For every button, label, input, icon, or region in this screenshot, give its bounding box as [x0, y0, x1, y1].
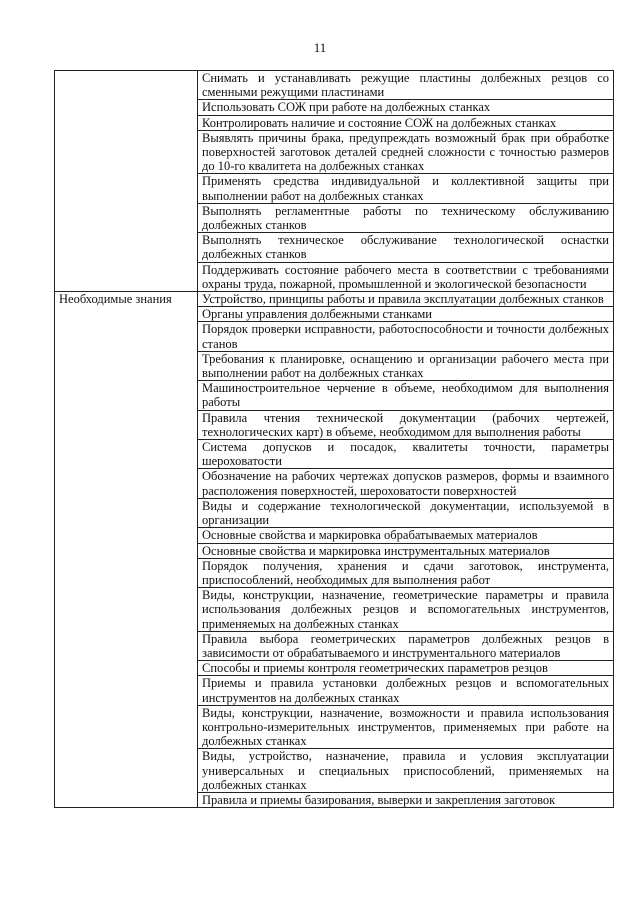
requirement-text: Контролировать наличие и состояние СОЖ на долбежных станках	[202, 115, 557, 130]
requirement-text: Виды, конструкции, назначение, геометрические параметры и правила использования долбежных резцов и вспомогательных инструментов, применяемых на долбежных станках	[202, 588, 609, 631]
knowledge-label-cell	[55, 292, 198, 808]
table-row	[55, 292, 614, 307]
requirement-cell	[198, 115, 614, 130]
requirement-cell	[198, 351, 614, 380]
requirement-text: Машиностроительное черчение в объеме, необходимом для выполнения работы	[202, 381, 609, 410]
requirement-cell	[198, 233, 614, 262]
requirement-cell	[198, 469, 614, 498]
requirement-text: Устройство, принципы работы и правила эксплуатации долбежных станков	[202, 292, 604, 307]
requirement-text: Правила и приемы базирования, выверки и закрепления заготовок	[202, 792, 556, 807]
requirement-text: Система допусков и посадок, квалитеты точности, параметры шероховатости	[202, 440, 609, 469]
requirement-cell	[198, 100, 614, 115]
requirement-cell	[198, 543, 614, 558]
table-row	[55, 71, 614, 100]
requirement-cell	[198, 749, 614, 793]
requirement-text: Требования к планировке, оснащению и организации рабочего места при выполнении работ на долбежных станках	[202, 351, 609, 381]
requirement-cell	[198, 292, 614, 307]
requirement-text: Выявлять причины брака, предупреждать возможный брак при обработке поверхностей заготовок деталей средней сложности с точностью размеров до 10-го квалитета на долбежных станках	[202, 130, 609, 174]
requirement-text: Виды, устройство, назначение, правила и условия эксплуатации универсальных и специальных приспособлений, применяемых на долбежных станках	[202, 749, 609, 792]
requirement-text: Виды и содержание технологической документации, используемой в организации	[202, 498, 609, 528]
requirement-cell	[198, 203, 614, 232]
requirement-cell	[198, 588, 614, 632]
requirement-cell	[198, 440, 614, 469]
requirement-cell	[198, 71, 614, 100]
requirement-text: Правила выбора геометрических параметров долбежных резцов в зависимости от обрабатываемого и инструментального материалов	[202, 631, 609, 660]
requirement-text: Правила чтения технической документации (рабочих чертежей, технологических карт) в объеме, необходимом для выполнения работы	[202, 410, 609, 439]
requirement-cell	[198, 322, 614, 351]
requirement-cell	[198, 705, 614, 749]
requirement-text: Виды, конструкции, назначение, возможности и правила использования контрольно-измерительных инструментов, применяемых при работе на долбежных станках	[202, 705, 609, 749]
requirement-text: Выполнять регламентные работы по техническому обслуживанию долбежных станков	[202, 203, 609, 233]
requirement-cell	[198, 262, 614, 291]
requirement-text: Использовать СОЖ при работе на долбежных станках	[202, 100, 491, 115]
requirement-cell	[198, 661, 614, 676]
requirement-cell	[198, 528, 614, 543]
requirement-text: Основные свойства и маркировка инструментальных материалов	[202, 543, 550, 558]
page-number: 11	[313, 40, 327, 55]
requirement-cell	[198, 498, 614, 527]
requirement-text: Поддерживать состояние рабочего места в соответствии с требованиями охраны труда, пожарной, промышленной и экологической безопасности	[202, 262, 609, 291]
requirements-table-body	[55, 71, 614, 808]
requirement-cell	[198, 410, 614, 439]
requirement-cell	[198, 307, 614, 322]
requirement-cell	[198, 174, 614, 203]
requirement-text: Применять средства индивидуальной и коллективной защиты при выполнении работ на долбежных станках	[202, 174, 609, 203]
requirement-text: Порядок получения, хранения и сдачи заготовок, инструмента, приспособлений, необходимых для выполнения работ	[202, 558, 609, 587]
requirement-text: Органы управления долбежными станками	[202, 307, 432, 322]
knowledge-label: Необходимые знания	[59, 292, 172, 307]
requirement-cell	[198, 631, 614, 660]
requirement-cell	[198, 792, 614, 807]
requirement-text: Способы и приемы контроля геометрических параметров резцов	[202, 661, 548, 676]
skills-label-cell	[55, 71, 198, 292]
requirement-text: Снимать и устанавливать режущие пластины долбежных резцов со сменными режущими пластинами	[202, 71, 609, 100]
requirement-cell	[198, 130, 614, 174]
requirement-text: Выполнять техническое обслуживание технологической оснастки долбежных станков	[202, 233, 609, 262]
requirement-text: Основные свойства и маркировка обрабатываемых материалов	[202, 528, 538, 543]
requirement-cell	[198, 381, 614, 410]
requirements-table	[54, 70, 614, 808]
requirement-text: Приемы и правила установки долбежных резцов и вспомогательных инструментов на долбежных станках	[202, 676, 609, 705]
requirement-text: Обозначение на рабочих чертежах допусков размеров, формы и взаимного расположения поверхностей, шероховатости поверхностей	[202, 469, 609, 498]
requirement-text: Порядок проверки исправности, работоспособности и точности долбежных станов	[202, 322, 609, 351]
requirement-cell	[198, 558, 614, 587]
requirement-cell	[198, 676, 614, 705]
